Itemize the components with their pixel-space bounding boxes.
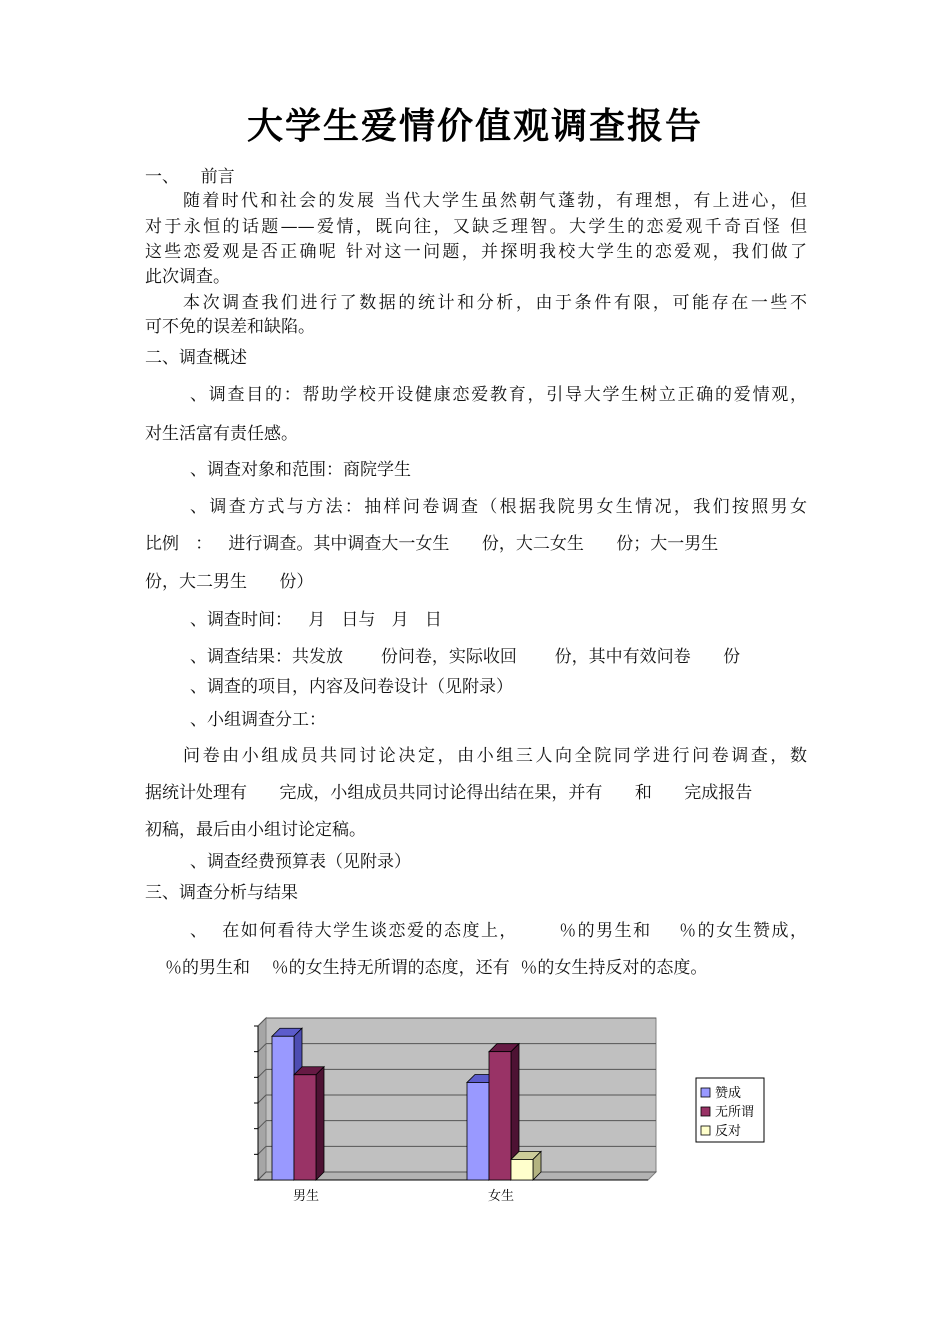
result-line: 、调查结果：共发放 份问卷，实际收回 份，其中有效问卷 份 — [190, 647, 741, 667]
legend-label: 反对 — [715, 1124, 742, 1139]
legend-label: 赞成 — [715, 1086, 742, 1101]
analysis-line: ％的男生和 ％的女生持无所谓的态度，还有 ％的女生持反对的态度。 — [165, 958, 708, 978]
bar-反对-女生 — [511, 1159, 533, 1180]
section-heading-analysis: 三、调查分析与结果 — [145, 883, 298, 903]
document-title: 大学生爱情价值观调查报告 — [246, 106, 703, 147]
scope-line: 、调查对象和范围：商院学生 — [190, 460, 411, 480]
preface-line: 可不免的误差和缺陷。 — [145, 317, 315, 337]
bar-side — [316, 1067, 324, 1180]
method-line: 比例 ： 进行调查。其中调查大一女生 份，大二女生 份；大一男生 — [145, 534, 719, 554]
purpose-line: 、调查目的：帮助学校开设健康恋爱教育，引导大学生树立正确的爱情观， — [190, 385, 807, 405]
method-line: 份，大二男生 份） — [145, 572, 314, 592]
preface-line: 此次调查。 — [145, 267, 230, 287]
analysis-line: 、 在如何看待大学生谈恋爱的态度上， ％的男生和 ％的女生赞成， — [190, 921, 807, 941]
x-tick-label: 男生 — [292, 1189, 320, 1204]
method-line: 、调查方式与方法：抽样问卷调查（根据我院男女生情况，我们按照男女 — [190, 497, 807, 517]
time-line: 、调查时间： 月 日与 月 日 — [190, 610, 442, 630]
legend-swatch — [701, 1088, 710, 1097]
division-text-line: 问卷由小组成员共同讨论决定，由小组三人向全院同学进行问卷调查，数 — [183, 746, 807, 766]
legend-label: 无所谓 — [715, 1105, 755, 1120]
preface-line: 本次调查我们进行了数据的统计和分析，由于条件有限，可能存在一些不 — [183, 293, 807, 313]
legend-swatch — [701, 1126, 710, 1135]
division-text-line: 据统计处理有 完成，小组成员共同讨论得出结在果，并有 和 完成报告 — [145, 783, 753, 803]
division-text-line: 初稿，最后由小组讨论定稿。 — [145, 820, 366, 840]
legend-swatch — [701, 1107, 710, 1116]
x-tick-label: 女生 — [487, 1189, 515, 1204]
preface-line: 对于永恒的话题——爱情，既向往，又缺乏理智。大学生的恋爱观千奇百怪 但 — [145, 217, 807, 237]
bar-无所谓-女生 — [489, 1052, 511, 1180]
purpose-line: 对生活富有责任感。 — [145, 424, 298, 444]
preface-line: 这些恋爱观是否正确呢 针对这一问题，并探明我校大学生的恋爱观，我们做了 — [145, 242, 807, 262]
attitude-bar-chart — [248, 1010, 788, 1216]
items-line: 、调查的项目，内容及问卷设计（见附录） — [190, 677, 513, 697]
bar-赞成-男生 — [272, 1036, 294, 1180]
bar-赞成-女生 — [467, 1082, 489, 1180]
section-heading-overview: 二、调查概述 — [145, 348, 247, 368]
budget-line: 、调查经费预算表（见附录） — [190, 852, 411, 872]
division-line: 、小组调查分工： — [190, 710, 326, 730]
preface-line: 随着时代和社会的发展 当代大学生虽然朝气蓬勃，有理想，有上进心，但 — [183, 191, 807, 211]
bar-无所谓-男生 — [294, 1075, 316, 1180]
section-heading-preface: 一、 前言 — [145, 167, 235, 187]
